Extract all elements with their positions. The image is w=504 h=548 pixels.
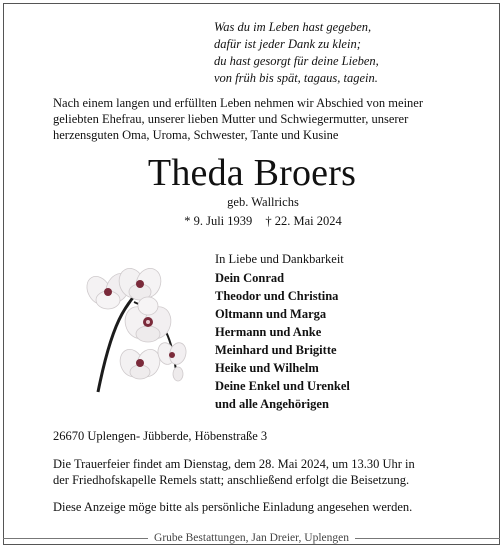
- death-date: † 22. Mai 2024: [265, 214, 342, 228]
- service-line: der Friedhofskapelle Remels statt; anschließend erfolgt die Beisetzung.: [53, 473, 410, 487]
- family-address: 26670 Uplengen- Jübberde, Höbenstraße 3: [53, 429, 268, 443]
- poem: [214, 19, 379, 87]
- poem-line: Was du im Leben hast gegeben,: [214, 20, 372, 34]
- mourners-lead: In Liebe und Dankbarkeit: [215, 252, 344, 266]
- mourner-name: Dein Conrad: [215, 271, 285, 285]
- mourners: [215, 250, 350, 413]
- birth-date: * 9. Juli 1939: [184, 214, 253, 228]
- mourner-name: Theodor und Christina: [215, 289, 339, 303]
- funeral-home-credit: Grube Bestattungen, Jan Dreier, Uplengen: [148, 532, 355, 544]
- poem-line: dafür ist jeder Dank zu klein;: [214, 37, 361, 51]
- poem-line: von früh bis spät, tagaus, tagein.: [214, 71, 378, 85]
- deceased-name: Theda Broers: [147, 152, 357, 194]
- birth-name: geb. Wallrichs: [227, 195, 299, 209]
- mourner-name: Heike und Wilhelm: [215, 361, 319, 375]
- footer-rule-right: [355, 538, 500, 539]
- invitation-note: Diese Anzeige möge bitte als persönliche Einladung angesehen werden.: [53, 500, 413, 514]
- orchid-icon: [78, 262, 190, 394]
- mourner-name: Meinhard und Brigitte: [215, 343, 337, 357]
- intro-text: [53, 95, 453, 143]
- poem-line: du hast gesorgt für deine Lieben,: [214, 54, 379, 68]
- intro-line: herzensguten Oma, Uroma, Schwester, Tante und Kusine: [53, 128, 339, 142]
- mourner-name: Oltmann und Marga: [215, 307, 327, 321]
- footer-rule-left: [3, 538, 148, 539]
- footer: [3, 530, 500, 546]
- intro-line: geliebten Ehefrau, unserer lieben Mutter und Schwiegermutter, unserer: [53, 112, 409, 126]
- intro-line: Nach einem langen und erfüllten Leben nehmen wir Abschied von meiner: [53, 96, 424, 110]
- mourner-name: Deine Enkel und Urenkel: [215, 379, 350, 393]
- service-info: [53, 456, 463, 488]
- service-line: Die Trauerfeier findet am Dienstag, dem 28. Mai 2024, um 13.30 Uhr in: [53, 457, 415, 471]
- life-dates: [0, 214, 504, 229]
- mourner-name: und alle Angehörigen: [215, 397, 329, 411]
- mourner-name: Hermann und Anke: [215, 325, 322, 339]
